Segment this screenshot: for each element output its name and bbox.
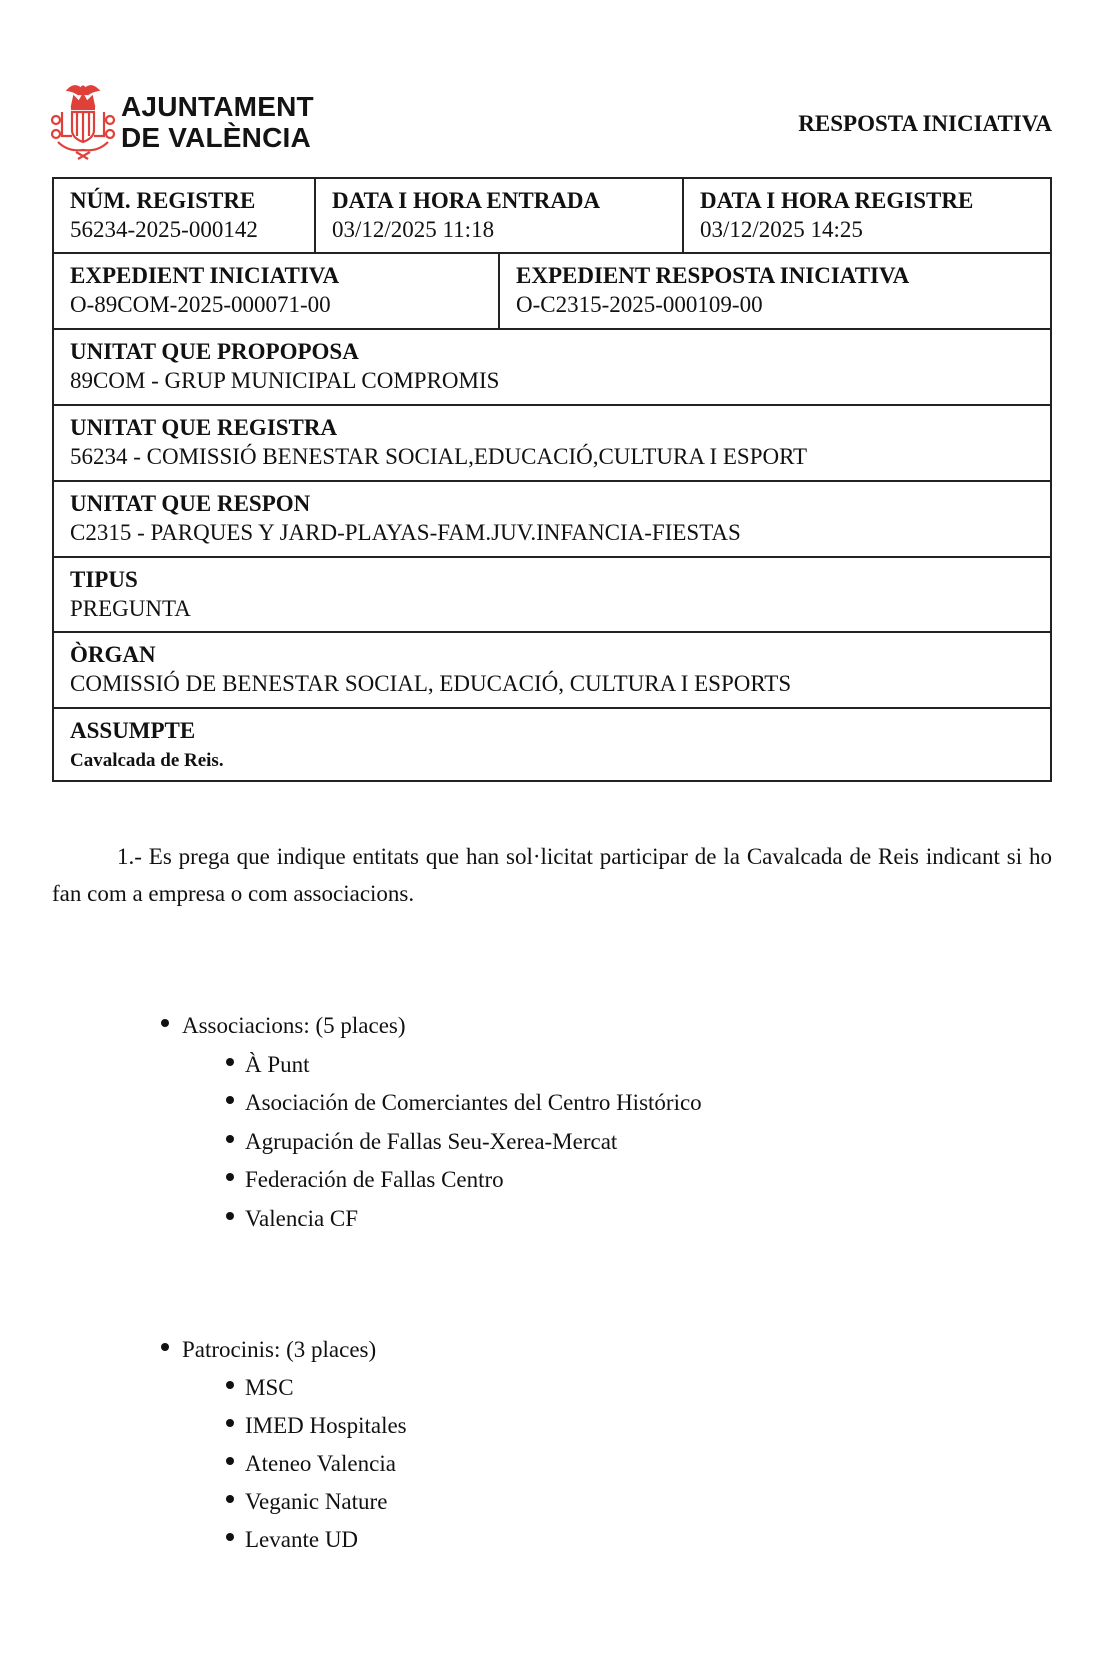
list-item: Ateneo Valencia [245,1451,396,1476]
valencia-crest-logo [48,80,118,162]
table-row [54,480,1050,556]
bullet-icon [226,1173,234,1181]
bullet-icon [161,1343,169,1351]
field-value: O-89COM-2025-000071-00 [70,292,331,317]
list-item: Valencia CF [245,1206,359,1231]
field-value: 56234 - COMISSIÓ BENESTAR SOCIAL,EDUCACIÓ,CULTURA I ESPORT [70,444,808,469]
cell-num-registre [54,179,314,254]
field-label: UNITAT QUE RESPON [70,491,311,516]
question-paragraph [52,838,1052,912]
list-group-title: Associacions: (5 places) [182,1013,406,1038]
field-label: UNITAT QUE PROPOPOSA [70,339,359,364]
document-title: RESPOSTA INICIATIVA [798,111,1052,136]
cell-tipus [54,558,1050,632]
table-row [54,179,1050,254]
list-item: À Punt [245,1052,310,1077]
field-value: 89COM - GRUP MUNICIPAL COMPROMIS [70,368,500,393]
field-value: 03/12/2025 11:18 [332,217,495,242]
cell-expedient-iniciativa [54,254,498,328]
bullet-icon [226,1533,234,1541]
field-value: C2315 - PARQUES Y JARD-PLAYAS-FAM.JUV.INFANCIA-FIESTAS [70,520,741,545]
logo-text-line1: AJUNTAMENT [121,91,314,122]
cell-organ [54,633,1050,707]
field-label: ASSUMPTE [70,718,196,743]
list-item: Veganic Nature [245,1489,388,1514]
field-label: NÚM. REGISTRE [70,188,256,213]
field-label: ÒRGAN [70,642,156,667]
field-value: 03/12/2025 14:25 [700,217,863,242]
question-text: 1.- Es prega que indique entitats que han sol·licitat participar de la Cavalcada de Reis indicant si ho fan com a empresa o com associacions. [52,844,1052,906]
bullet-icon [226,1058,234,1066]
bullet-icon [226,1495,234,1503]
bullet-icon [226,1381,234,1389]
field-label: TIPUS [70,567,138,592]
bullet-icon [226,1212,234,1220]
table-row [54,252,1050,328]
list-item: IMED Hospitales [245,1413,407,1438]
table-row [54,631,1050,707]
field-value: O-C2315-2025-000109-00 [516,292,763,317]
list-item: Asociación de Comerciantes del Centro Histórico [245,1090,702,1115]
logo-text-line2: DE VALÈNCIA [121,122,311,153]
crest-icon [48,80,118,162]
field-label: DATA I HORA REGISTRE [700,188,974,213]
cell-assumpte [54,709,1050,782]
list-item: Levante UD [245,1527,359,1552]
field-value: 56234-2025-000142 [70,217,258,242]
table-row [54,328,1050,404]
list-item: MSC [245,1375,294,1400]
cell-unitat-registra [54,406,1050,480]
field-value: COMISSIÓ DE BENESTAR SOCIAL, EDUCACIÓ, CULTURA I ESPORTS [70,671,792,696]
field-label: EXPEDIENT INICIATIVA [70,263,340,288]
bullet-icon [226,1419,234,1427]
bullet-icon [226,1135,234,1143]
field-label: DATA I HORA ENTRADA [332,188,601,213]
cell-expedient-resposta [498,254,1050,328]
registry-table [52,177,1052,782]
bullet-icon [161,1019,169,1027]
cell-data-registre [682,179,1050,254]
list-item: Federación de Fallas Centro [245,1167,504,1192]
field-value: Cavalcada de Reis. [70,750,224,771]
table-row [54,707,1050,782]
cell-data-entrada [314,179,682,254]
field-label: UNITAT QUE REGISTRA [70,415,338,440]
list-item: Agrupación de Fallas Seu-Xerea-Mercat [245,1129,618,1154]
field-value: PREGUNTA [70,596,191,621]
field-label: EXPEDIENT RESPOSTA INICIATIVA [516,263,910,288]
bullet-icon [226,1096,234,1104]
table-row [54,556,1050,632]
list-group-title: Patrocinis: (3 places) [182,1337,377,1362]
bullet-icon [226,1457,234,1465]
table-row [54,404,1050,480]
cell-unitat-proposa [54,330,1050,404]
cell-unitat-respon [54,482,1050,556]
